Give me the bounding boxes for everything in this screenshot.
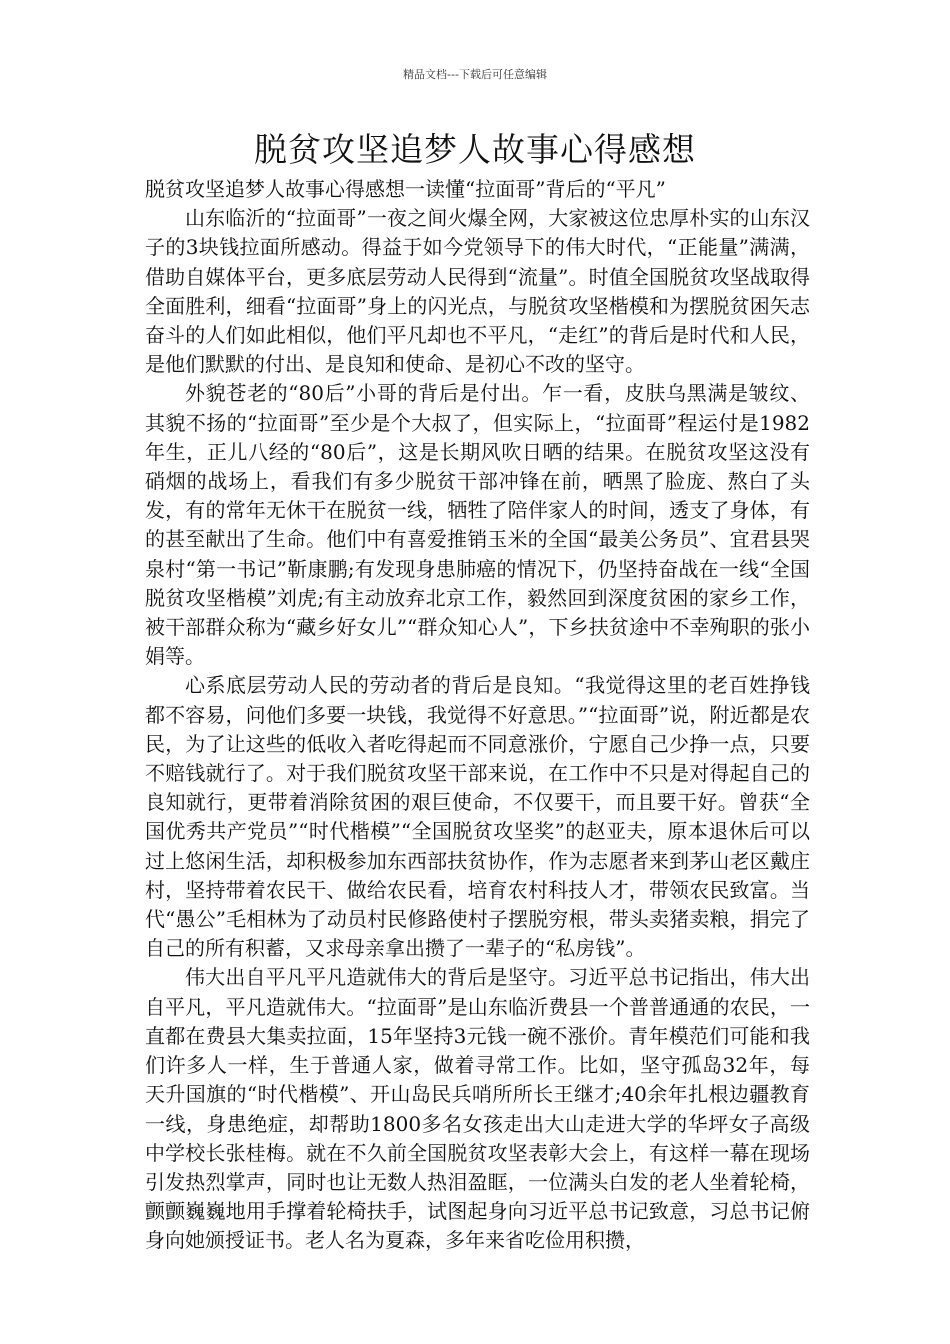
document-title: 脱贫攻坚追梦人故事心得感想 [254, 130, 696, 169]
document-subtitle: 脱贫攻坚追梦人故事心得感想一读懂“拉面哥”背后的“平凡” [145, 177, 666, 201]
paragraph-1: 山东临沂的“拉面哥”一夜之间火爆全网，大家被这位忠厚朴实的山东汉子的3块钱拉面所感动。得益于如今党领导下的伟大时代，“正能量”满满，借助自媒体平台，更多底层劳动人民得到“流量”。时值全国脱贫攻坚战取得全面胜利，细看“拉面哥”身上的闪光点，与脱贫攻坚楷模和为摆脱贫困矢志奋斗的人们如此相似，他们平凡却也不平凡，“走红”的背后是时代和人民，是他们默默的付出、是良知和使命、是初心不改的坚守。 [145, 206, 810, 377]
document-body [145, 175, 810, 1256]
paragraph-3: 心系底层劳动人民的劳动者的背后是良知。“我觉得这里的老百姓挣钱都不容易，问他们多要一块钱，我觉得不好意思。”“拉面哥”说，附近都是农民，为了让这些的低收入者吃得起而不同意涨价，宁愿自己少挣一点，只要不赔钱就行了。对于我们脱贫攻坚干部来说，在工作中不只是对得起自己的良知就行，更带着消除贫困的艰巨使命，不仅要干，而且要干好。曾获“全国优秀共产党员”“时代楷模”“全国脱贫攻坚奖”的赵亚夫，原本退休后可以过上悠闲生活，却积极参加东西部扶贫协作，作为志愿者来到茅山老区戴庄村，坚持带着农民干、做给农民看，培育农村科技人才，带领农民致富。当代“愚公”毛相林为了动员村民修路使村子摆脱穷根，带头卖猪卖粮，捐完了自己的所有积蓄，又求母亲拿出攒了一辈子的“私房钱”。 [145, 673, 810, 961]
paragraph-4: 伟大出自平凡平凡造就伟大的背后是坚守。习近平总书记指出，伟大出自平凡，平凡造就伟大。“拉面哥”是山东临沂费县一个普普通通的农民，一直都在费县大集卖拉面，15年坚持3元钱一碗不涨价。青年模范们可能和我们许多人一样，生于普通人家，做着寻常工作。比如，坚守孤岛32年，每天升国旗的“时代楷模”、开山岛民兵哨所所长王继才;40余年扎根边疆教育一线，身患绝症，却帮助1800多名女孩走出大山走进大学的华坪女子高级中学校长张桂梅。就在不久前全国脱贫攻坚表彰大会上，有这样一幕在现场引发热烈掌声，同时也让无数人热泪盈眶，一位满头白发的老人坐着轮椅，颤颤巍巍地用手撑着轮椅扶手，试图起身向习近平总书记致意，习总书记俯身向她颁授证书。老人名为夏森，多年来省吃俭用积攒， [145, 965, 810, 1253]
paragraph-2: 外貌苍老的“80后”小哥的背后是付出。乍一看，皮肤乌黑满是皱纹、其貌不扬的“拉面哥”至少是个大叔了，但实际上，“拉面哥”程运付是1982年生，正儿八经的“80后”，这是长期风吹日晒的结果。在脱贫攻坚这没有硝烟的战场上，看我们有多少脱贫干部冲锋在前，晒黑了脸庞、熬白了头发，有的常年无休干在脱贫一线，牺牲了陪伴家人的时间，透支了身体，有的甚至献出了生命。他们中有喜爱推销玉米的全国“最美公务员”、宜君县哭泉村“第一书记”靳康鹏;有发现身患肺癌的情况下，仍坚持奋战在一线“全国脱贫攻坚楷模”刘虎;有主动放弃北京工作，毅然回到深度贫困的家乡工作，被干部群众称为“藏乡好女儿”“群众知心人”，下乡扶贫途中不幸殉职的张小娟等。 [145, 381, 810, 669]
page-header-note: 精品文档---下载后可任意编辑 [403, 68, 547, 81]
